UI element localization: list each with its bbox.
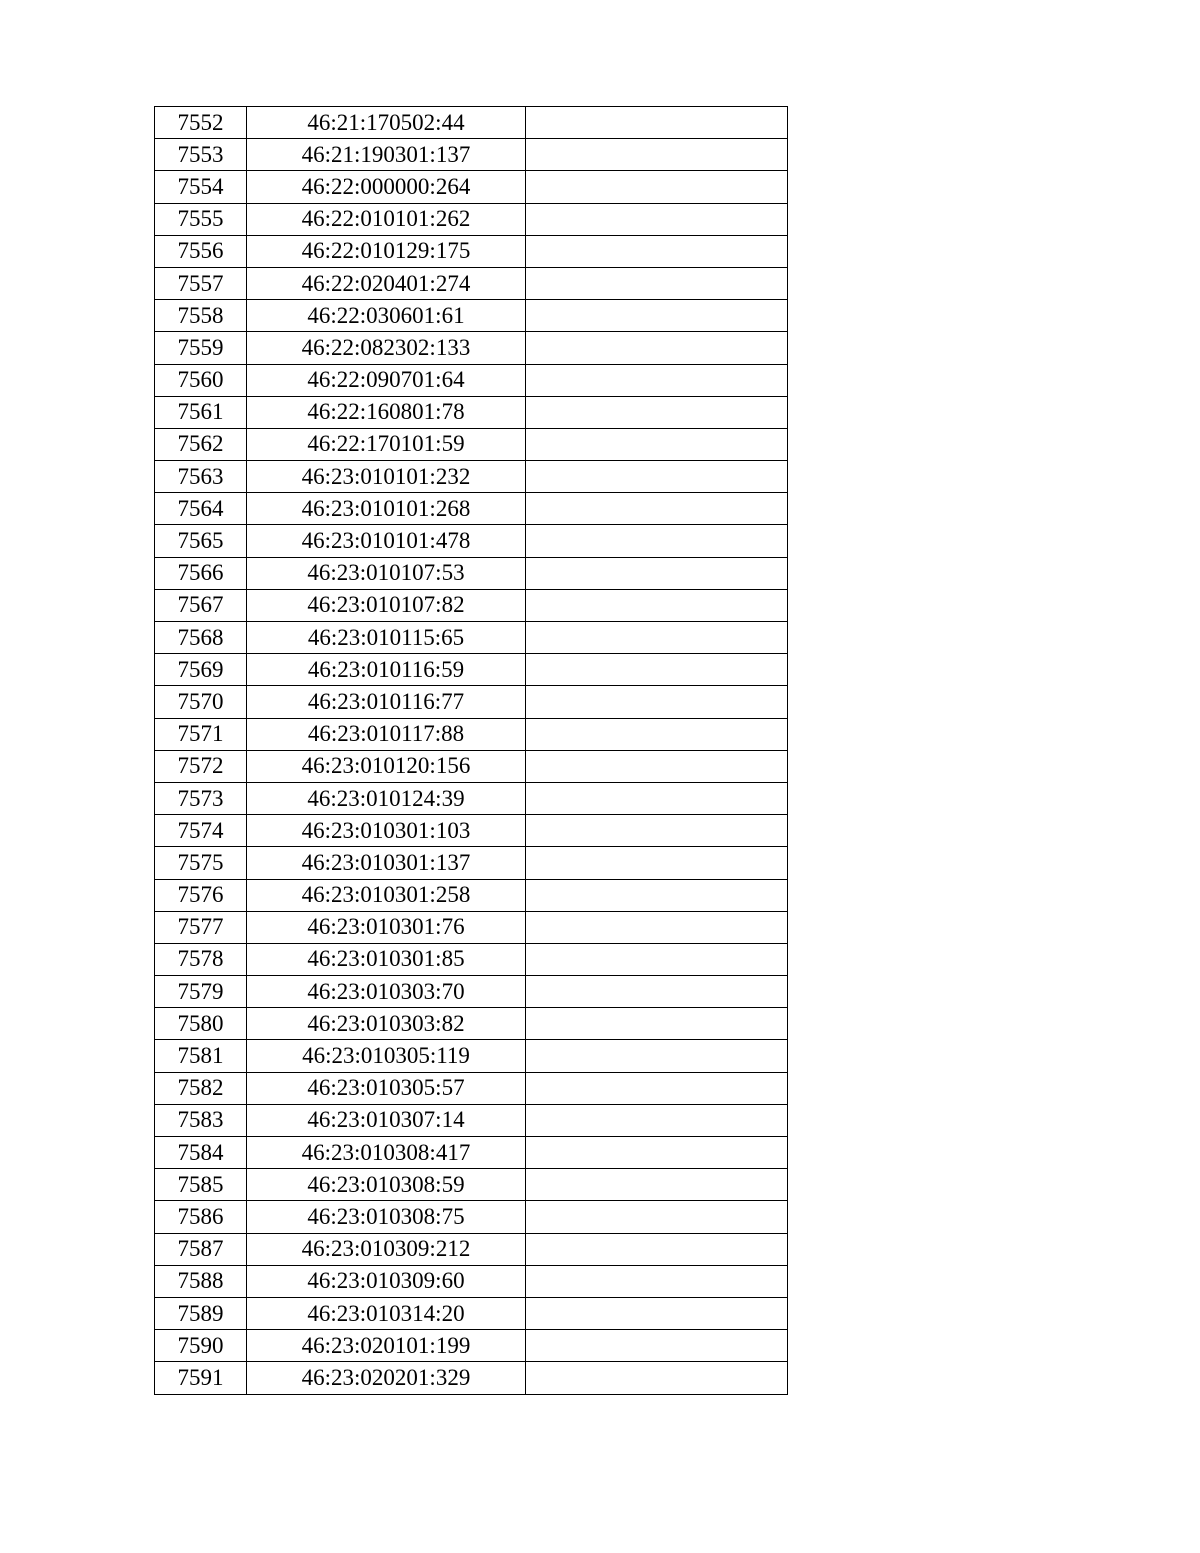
table-row <box>155 622 788 654</box>
cadastral-number-cell: 46:22:082302:133 <box>247 332 526 364</box>
cadastral-number-cell: 46:23:010308:75 <box>247 1201 526 1233</box>
empty-cell <box>526 493 788 525</box>
cadastral-number-cell: 46:23:010308:59 <box>247 1169 526 1201</box>
row-number-cell: 7565 <box>155 525 247 557</box>
cadastral-number-cell: 46:23:020201:329 <box>247 1362 526 1394</box>
table-row <box>155 1104 788 1136</box>
empty-cell <box>526 525 788 557</box>
empty-cell <box>526 267 788 299</box>
cadastral-number-cell: 46:23:010308:417 <box>247 1137 526 1169</box>
table-row <box>155 332 788 364</box>
cadastral-number-cell: 46:23:010301:137 <box>247 847 526 879</box>
empty-cell <box>526 718 788 750</box>
row-number-cell: 7574 <box>155 815 247 847</box>
table-row <box>155 686 788 718</box>
empty-cell <box>526 654 788 686</box>
table-row <box>155 300 788 332</box>
cadastral-number-cell: 46:23:010124:39 <box>247 782 526 814</box>
row-number-cell: 7575 <box>155 847 247 879</box>
empty-cell <box>526 107 788 139</box>
table-row <box>155 1265 788 1297</box>
cadastral-number-cell: 46:23:010116:59 <box>247 654 526 686</box>
table-row <box>155 1201 788 1233</box>
table-row <box>155 847 788 879</box>
row-number-cell: 7564 <box>155 493 247 525</box>
cadastral-number-cell: 46:23:010305:119 <box>247 1040 526 1072</box>
row-number-cell: 7573 <box>155 782 247 814</box>
empty-cell <box>526 1104 788 1136</box>
cadastral-number-cell: 46:21:170502:44 <box>247 107 526 139</box>
empty-cell <box>526 1330 788 1362</box>
table-row <box>155 1008 788 1040</box>
empty-cell <box>526 686 788 718</box>
row-number-cell: 7559 <box>155 332 247 364</box>
row-number-cell: 7561 <box>155 396 247 428</box>
cadastral-number-cell: 46:23:010301:76 <box>247 911 526 943</box>
table-row <box>155 107 788 139</box>
table-row <box>155 235 788 267</box>
row-number-cell: 7584 <box>155 1137 247 1169</box>
empty-cell <box>526 139 788 171</box>
empty-cell <box>526 622 788 654</box>
cadastral-number-cell: 46:22:010101:262 <box>247 203 526 235</box>
row-number-cell: 7560 <box>155 364 247 396</box>
empty-cell <box>526 557 788 589</box>
row-number-cell: 7569 <box>155 654 247 686</box>
row-number-cell: 7566 <box>155 557 247 589</box>
table-row <box>155 911 788 943</box>
empty-cell <box>526 235 788 267</box>
row-number-cell: 7567 <box>155 589 247 621</box>
empty-cell <box>526 1265 788 1297</box>
row-number-cell: 7586 <box>155 1201 247 1233</box>
table-row <box>155 976 788 1008</box>
table-row <box>155 139 788 171</box>
row-number-cell: 7572 <box>155 750 247 782</box>
cadastral-number-cell: 46:23:010107:82 <box>247 589 526 621</box>
row-number-cell: 7590 <box>155 1330 247 1362</box>
table-row <box>155 1297 788 1329</box>
table-row <box>155 525 788 557</box>
empty-cell <box>526 1072 788 1104</box>
row-number-cell: 7588 <box>155 1265 247 1297</box>
table-row <box>155 171 788 203</box>
cadastral-number-cell: 46:23:010117:88 <box>247 718 526 750</box>
cadastral-number-cell: 46:23:010101:478 <box>247 525 526 557</box>
table-row <box>155 782 788 814</box>
table-row <box>155 1330 788 1362</box>
table-row <box>155 654 788 686</box>
cadastral-number-cell: 46:23:010101:232 <box>247 461 526 493</box>
cadastral-number-cell: 46:23:010309:60 <box>247 1265 526 1297</box>
cadastral-number-cell: 46:23:010305:57 <box>247 1072 526 1104</box>
row-number-cell: 7583 <box>155 1104 247 1136</box>
row-number-cell: 7557 <box>155 267 247 299</box>
empty-cell <box>526 976 788 1008</box>
table-row <box>155 1040 788 1072</box>
empty-cell <box>526 911 788 943</box>
table-row <box>155 396 788 428</box>
row-number-cell: 7570 <box>155 686 247 718</box>
cadastral-number-cell: 46:23:010314:20 <box>247 1297 526 1329</box>
table-row <box>155 1362 788 1394</box>
row-number-cell: 7555 <box>155 203 247 235</box>
empty-cell <box>526 815 788 847</box>
table-row <box>155 1233 788 1265</box>
empty-cell <box>526 1297 788 1329</box>
row-number-cell: 7563 <box>155 461 247 493</box>
empty-cell <box>526 171 788 203</box>
table-row <box>155 1169 788 1201</box>
cadastral-number-cell: 46:23:010301:103 <box>247 815 526 847</box>
empty-cell <box>526 1169 788 1201</box>
row-number-cell: 7578 <box>155 943 247 975</box>
table-row <box>155 364 788 396</box>
table-row <box>155 815 788 847</box>
row-number-cell: 7552 <box>155 107 247 139</box>
cadastral-number-table <box>154 106 788 1395</box>
empty-cell <box>526 1040 788 1072</box>
table-row <box>155 750 788 782</box>
cadastral-number-cell: 46:21:190301:137 <box>247 139 526 171</box>
cadastral-number-cell: 46:23:010116:77 <box>247 686 526 718</box>
row-number-cell: 7585 <box>155 1169 247 1201</box>
cadastral-number-cell: 46:23:010301:85 <box>247 943 526 975</box>
row-number-cell: 7562 <box>155 428 247 460</box>
row-number-cell: 7589 <box>155 1297 247 1329</box>
row-number-cell: 7591 <box>155 1362 247 1394</box>
cadastral-number-cell: 46:23:010301:258 <box>247 879 526 911</box>
row-number-cell: 7558 <box>155 300 247 332</box>
table-row <box>155 557 788 589</box>
empty-cell <box>526 782 788 814</box>
row-number-cell: 7581 <box>155 1040 247 1072</box>
empty-cell <box>526 332 788 364</box>
row-number-cell: 7582 <box>155 1072 247 1104</box>
cadastral-number-cell: 46:23:010303:70 <box>247 976 526 1008</box>
table-row <box>155 493 788 525</box>
empty-cell <box>526 461 788 493</box>
cadastral-number-cell: 46:23:010303:82 <box>247 1008 526 1040</box>
empty-cell <box>526 203 788 235</box>
cadastral-number-cell: 46:23:010107:53 <box>247 557 526 589</box>
empty-cell <box>526 847 788 879</box>
cadastral-number-cell: 46:22:030601:61 <box>247 300 526 332</box>
cadastral-number-cell: 46:22:170101:59 <box>247 428 526 460</box>
cadastral-number-cell: 46:23:010101:268 <box>247 493 526 525</box>
empty-cell <box>526 750 788 782</box>
row-number-cell: 7579 <box>155 976 247 1008</box>
cadastral-number-cell: 46:23:010307:14 <box>247 1104 526 1136</box>
table-row <box>155 943 788 975</box>
empty-cell <box>526 943 788 975</box>
row-number-cell: 7576 <box>155 879 247 911</box>
empty-cell <box>526 1362 788 1394</box>
table-row <box>155 879 788 911</box>
cadastral-number-cell: 46:22:090701:64 <box>247 364 526 396</box>
row-number-cell: 7577 <box>155 911 247 943</box>
empty-cell <box>526 396 788 428</box>
empty-cell <box>526 1137 788 1169</box>
table-row <box>155 267 788 299</box>
empty-cell <box>526 428 788 460</box>
row-number-cell: 7568 <box>155 622 247 654</box>
table-body <box>155 107 788 1395</box>
cadastral-number-cell: 46:23:010120:156 <box>247 750 526 782</box>
row-number-cell: 7554 <box>155 171 247 203</box>
row-number-cell: 7571 <box>155 718 247 750</box>
empty-cell <box>526 1008 788 1040</box>
empty-cell <box>526 1201 788 1233</box>
row-number-cell: 7556 <box>155 235 247 267</box>
table-row <box>155 203 788 235</box>
table-row <box>155 461 788 493</box>
empty-cell <box>526 879 788 911</box>
table-row <box>155 589 788 621</box>
cadastral-number-cell: 46:23:010115:65 <box>247 622 526 654</box>
cadastral-number-cell: 46:22:160801:78 <box>247 396 526 428</box>
cadastral-number-cell: 46:23:010309:212 <box>247 1233 526 1265</box>
table-row <box>155 718 788 750</box>
row-number-cell: 7587 <box>155 1233 247 1265</box>
empty-cell <box>526 589 788 621</box>
table-row <box>155 1072 788 1104</box>
table-row <box>155 1137 788 1169</box>
cadastral-number-cell: 46:23:020101:199 <box>247 1330 526 1362</box>
table-row <box>155 428 788 460</box>
empty-cell <box>526 1233 788 1265</box>
row-number-cell: 7553 <box>155 139 247 171</box>
cadastral-number-cell: 46:22:010129:175 <box>247 235 526 267</box>
cadastral-number-cell: 46:22:000000:264 <box>247 171 526 203</box>
empty-cell <box>526 300 788 332</box>
cadastral-number-cell: 46:22:020401:274 <box>247 267 526 299</box>
row-number-cell: 7580 <box>155 1008 247 1040</box>
empty-cell <box>526 364 788 396</box>
